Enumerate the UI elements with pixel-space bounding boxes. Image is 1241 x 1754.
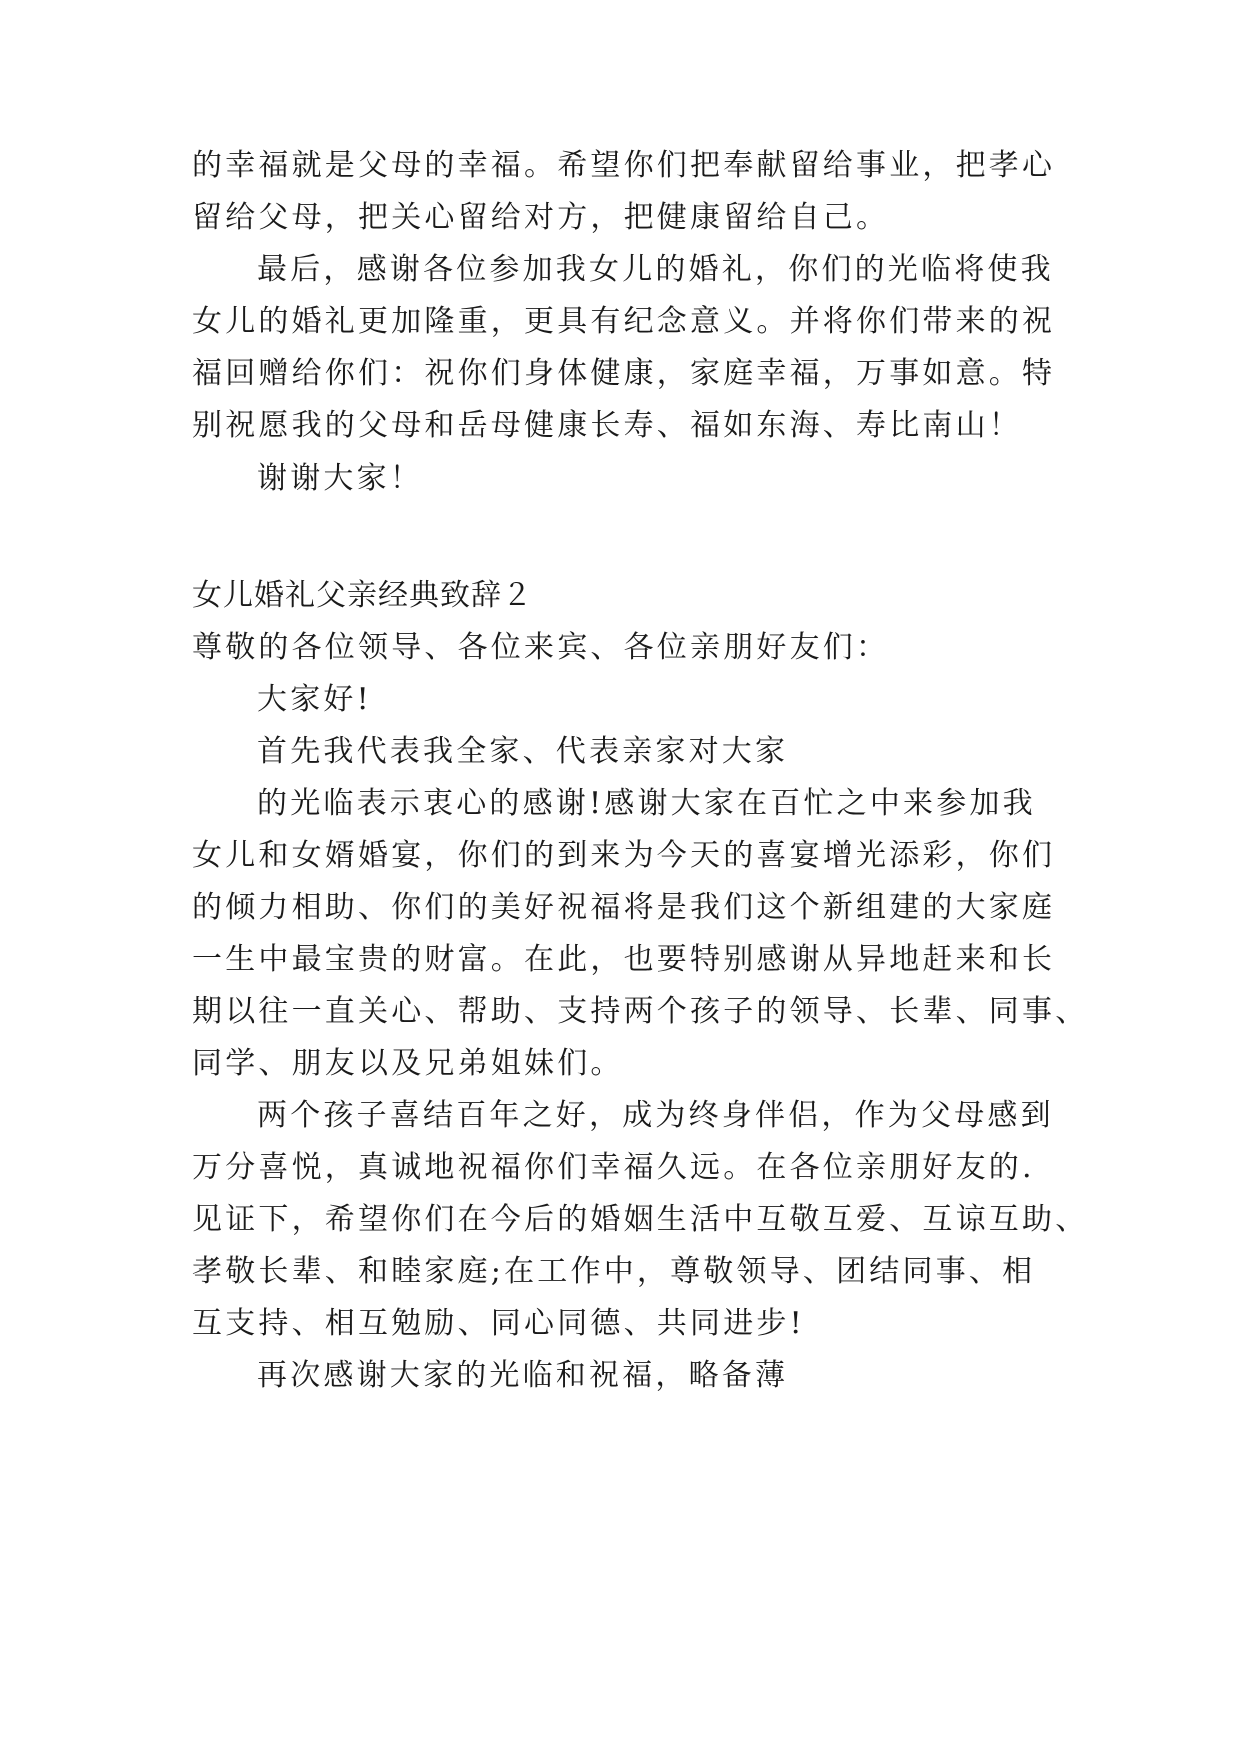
- paragraph-line: 互支持、相互勉励、同心同德、共同进步!: [192, 1306, 805, 1341]
- paragraph-line: 最后，感谢各位参加我女儿的婚礼，你们的光临将使我: [257, 252, 1054, 287]
- paragraph-line: 女儿的婚礼更加隆重，更具有纪念意义。并将你们带来的祝: [192, 304, 1056, 339]
- paragraph-line: 再次感谢大家的光临和祝福，略备薄: [257, 1358, 789, 1393]
- paragraph-line: 期以往一直关心、帮助、支持两个孩子的领导、长辈、同事、: [192, 994, 1089, 1029]
- paragraph-line: 福回赠给你们：祝你们身体健康，家庭幸福，万事如意。特: [192, 356, 1056, 391]
- paragraph-line: 两个孩子喜结百年之好，成为终身伴侣，作为父母感到: [257, 1098, 1054, 1133]
- paragraph-line: 的光临表示衷心的感谢!感谢大家在百忙之中来参加我: [257, 786, 1036, 821]
- paragraph-line: 同学、朋友以及兄弟姐妹们。: [192, 1046, 624, 1081]
- paragraph-line: 首先我代表我全家、代表亲家对大家: [257, 734, 789, 769]
- paragraph-line: 见证下，希望你们在今后的婚姻生活中互敬互爱、互谅互助、: [192, 1202, 1089, 1237]
- paragraph-line: 万分喜悦，真诚地祝福你们幸福久远。在各位亲朋好友的.: [192, 1150, 1035, 1185]
- paragraph-line: 一生中最宝贵的财富。在此，也要特别感谢从异地赶来和长: [192, 942, 1056, 977]
- paragraph-line: 留给父母，把关心留给对方，把健康留给自己。: [192, 200, 890, 235]
- paragraph-line: 大家好!: [257, 682, 372, 717]
- paragraph-line: 孝敬长辈、和睦家庭;在工作中，尊敬领导、团结同事、相: [192, 1254, 1036, 1289]
- paragraph-line: 的倾力相助、你们的美好祝福将是我们这个新组建的大家庭: [192, 890, 1056, 925]
- paragraph-line: 的幸福就是父母的幸福。希望你们把奉献留给事业，把孝心: [192, 148, 1056, 183]
- paragraph-line: 谢谢大家！: [257, 461, 423, 496]
- paragraph-line: 别祝愿我的父母和岳母健康长寿、福如东海、寿比南山！: [192, 408, 1022, 443]
- salutation-line: 尊敬的各位领导、各位来宾、各位亲朋好友们：: [192, 630, 890, 665]
- section-heading: 女儿婚礼父亲经典致辞２: [192, 578, 533, 613]
- paragraph-line: 女儿和女婿婚宴，你们的到来为今天的喜宴增光添彩，你们: [192, 838, 1056, 873]
